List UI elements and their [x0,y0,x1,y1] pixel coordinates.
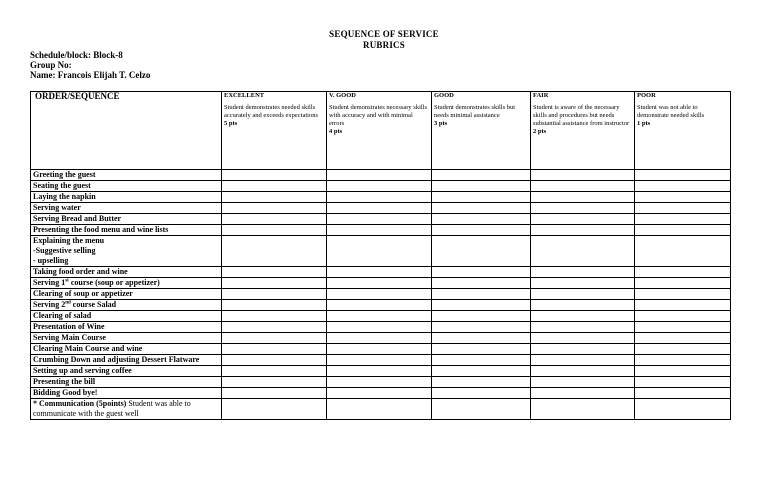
order-sequence-header: ORDER/SEQUENCE [31,92,222,170]
level-very-good [327,92,432,170]
item-line: Explaining the menu [33,236,105,245]
sequence-item: Clearing Main Course and wine [31,344,222,355]
level-label: V. GOOD [329,92,356,99]
sequence-item: Seating the guest [31,181,222,192]
student-name: Name: Francois Elijah T. Celzo [30,70,151,80]
sequence-item: Serving water [31,203,222,214]
sequence-item: Presentation of Wine [31,322,222,333]
level-points: 4 pts [329,128,343,135]
sequence-item: Serving Bread and Butter [31,214,222,225]
sequence-item [31,278,222,289]
sequence-item: Clearing of salad [31,311,222,322]
level-label: FAIR [533,92,549,99]
table-row [31,181,731,192]
sequence-item: Laying the napkin [31,192,222,203]
table-row [31,267,731,278]
table-row [31,289,731,300]
level-poor [635,92,731,170]
table-row [31,278,731,289]
rubric-header-row [31,92,731,170]
table-row [31,225,731,236]
table-row [31,170,731,181]
item-text: Serving 2 [33,300,66,309]
level-description: Student demonstrates needed skills accurately and exceeds expectations [224,104,319,119]
sequence-item [31,399,222,420]
table-row [31,203,731,214]
item-line: - upselling [33,256,69,265]
level-points: 5 pts [224,120,238,127]
sequence-item: Bidding Good bye! [31,388,222,399]
sequence-item: Clearing of soup or appetizer [31,289,222,300]
item-text: * Communication (5points) [33,399,127,408]
level-label: POOR [637,92,656,99]
level-good [432,92,531,170]
level-fair [531,92,635,170]
table-row [31,311,731,322]
level-label: GOOD [434,92,454,99]
item-text: Student was able to communicate with the guest well [33,399,191,418]
table-row [31,366,731,377]
level-label: EXCELLENT [224,92,265,99]
sequence-item: Greeting the guest [31,170,222,181]
sequence-item [31,300,222,311]
level-description: Student demonstrates necessary skills with accuracy and with minimal errors [329,104,428,127]
level-excellent [222,92,327,170]
document-subtitle: RUBRICS [363,40,405,50]
level-points: 3 pts [434,120,448,127]
sequence-item: Crumbing Down and adjusting Dessert Flatware [31,355,222,366]
ordinal-suffix: nd [65,300,71,306]
table-row [31,333,731,344]
level-points: 1 pts [637,120,651,127]
table-row [31,322,731,333]
item-text: course (soup or appetizer) [68,278,160,287]
level-description: Student was not able to demonstrate needed skills [637,104,705,119]
item-line: -Suggestive selling [33,246,96,255]
sequence-item: Serving Main Course [31,333,222,344]
document-title: SEQUENCE OF SERVICE [329,29,439,39]
sequence-item [31,236,222,267]
group-number: Group No: [30,60,72,70]
level-description: Student demonstrates skills but needs minimal assistance [434,104,516,119]
table-row [31,214,731,225]
schedule-block: Schedule/block: Block-8 [30,50,123,60]
table-row [31,399,731,420]
table-row [31,344,731,355]
table-row [31,355,731,366]
item-text: Serving 1 [33,278,66,287]
table-row [31,377,731,388]
sequence-item: Presenting the bill [31,377,222,388]
sequence-item: Taking food order and wine [31,267,222,278]
level-points: 2 pts [533,128,547,135]
sequence-item: Presenting the food menu and wine lists [31,225,222,236]
table-row [31,388,731,399]
rubric-table [30,91,731,420]
sequence-item: Setting up and serving coffee [31,366,222,377]
table-row [31,300,731,311]
table-row [31,192,731,203]
level-description: Student is aware of the necessary skills and procedures but needs substantial assistance from instructor [533,104,630,127]
ordinal-suffix: st [65,278,69,284]
item-text: course Salad [70,300,117,309]
table-row [31,236,731,267]
